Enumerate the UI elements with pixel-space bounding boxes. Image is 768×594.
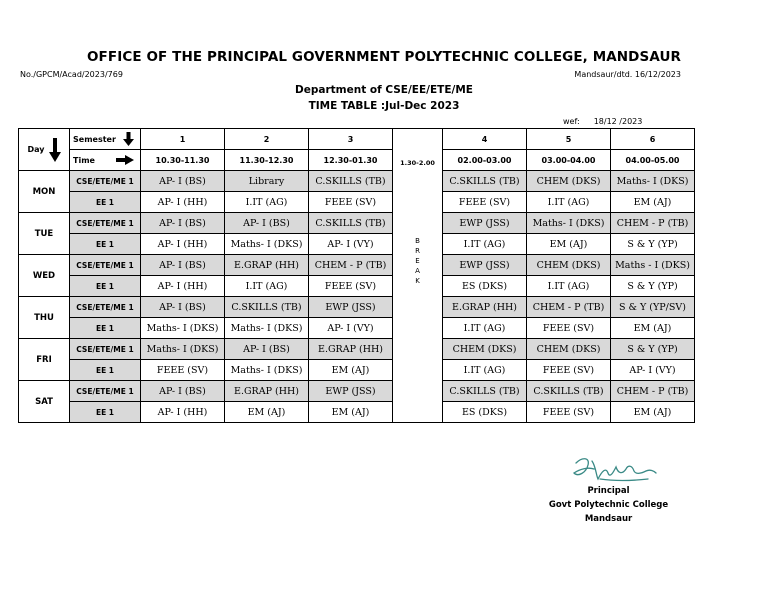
subject-cell: Maths- I (DKS) [225,234,309,255]
period-header: 5 [527,129,611,150]
issue-date: Mandsaur/dtd. 16/12/2023 [574,70,681,79]
signature-icon [570,453,660,485]
subject-cell: AP- I (BS) [141,297,225,318]
table-row [19,234,695,255]
department-title: Department of CSE/EE/ETE/ME [295,84,473,96]
time-slot: 02.00-03.00 [443,150,527,171]
subject-cell: Maths - I (DKS) [611,255,695,276]
semester-group: CSE/ETE/ME 1 [70,339,141,360]
subject-cell: E.GRAP (HH) [225,255,309,276]
subject-cell: E.GRAP (HH) [225,381,309,402]
time-header [70,150,141,171]
subject-cell: EM (AJ) [309,402,393,423]
subject-cell: FEEE (SV) [443,192,527,213]
arrow-right-icon [116,155,134,165]
table-row [19,402,695,423]
subject-cell: Maths- I (DKS) [141,318,225,339]
time-header-label: Time [73,155,95,165]
period-header: 1 [141,129,225,150]
semester-group: CSE/ETE/ME 1 [70,381,141,402]
table-row [19,381,695,402]
subject-cell: EM (AJ) [225,402,309,423]
subject-cell: C.SKILLS (TB) [443,381,527,402]
day-header [19,129,70,171]
table-row [19,171,695,192]
break-letter: E [415,257,420,265]
subject-cell: C.SKILLS (TB) [309,213,393,234]
subject-cell: Library [225,171,309,192]
subject-cell: AP- I (BS) [225,339,309,360]
subject-cell: CHEM - P (TB) [527,297,611,318]
table-row [19,297,695,318]
subject-cell: CHEM - P (TB) [309,255,393,276]
reference-number: No./GPCM/Acad/2023/769 [20,70,123,79]
subject-cell: EM (AJ) [309,360,393,381]
wef-date: 18/12 /2023 [593,117,643,126]
timetable [18,128,695,423]
semester-group: EE 1 [70,318,141,339]
wef-label: wef: [563,117,580,126]
subject-cell: FEEE (SV) [527,318,611,339]
subject-cell: Maths- I (DKS) [527,213,611,234]
semester-group: EE 1 [70,402,141,423]
subject-cell: EM (AJ) [611,318,695,339]
institution-city: Mandsaur [584,514,633,524]
period-header: 3 [309,129,393,150]
subject-cell: EWP (JSS) [443,255,527,276]
subject-cell: I.IT (AG) [443,234,527,255]
subject-cell: Maths- I (DKS) [225,360,309,381]
semester-group: EE 1 [70,234,141,255]
subject-cell: I.IT (AG) [225,192,309,213]
office-title: OFFICE OF THE PRINCIPAL GOVERNMENT POLYTECHNIC COLLEGE, MANDSAUR [86,49,682,65]
semester-group: EE 1 [70,192,141,213]
subject-cell: AP- I (VY) [309,318,393,339]
subject-cell: CHEM (DKS) [527,255,611,276]
subject-cell: AP- I (BS) [141,381,225,402]
subject-cell: Maths- I (DKS) [225,318,309,339]
wef-line [563,117,642,126]
semester-group: EE 1 [70,276,141,297]
day-label: THU [19,297,70,339]
subject-cell: FEEE (SV) [527,402,611,423]
day-label: FRI [19,339,70,381]
subject-cell: S & Y (YP/SV) [611,297,695,318]
subject-cell: I.IT (AG) [527,192,611,213]
subject-cell: AP- I (VY) [309,234,393,255]
day-label: WED [19,255,70,297]
subject-cell: EWP (JSS) [443,213,527,234]
institution-name: Govt Polytechnic College [548,500,669,510]
table-row [19,276,695,297]
time-slot: 12.30-01.30 [309,150,393,171]
period-header: 2 [225,129,309,150]
subject-cell: AP- I (HH) [141,192,225,213]
semester-header-label: Semester [73,134,116,144]
subject-cell: S & Y (YP) [611,234,695,255]
principal-designation: Principal [587,486,630,496]
subject-cell: FEEE (SV) [309,276,393,297]
period-header: 6 [611,129,695,150]
arrow-down-icon [49,138,61,162]
time-slot: 11.30-12.30 [225,150,309,171]
table-row [19,213,695,234]
subject-cell: EM (AJ) [527,234,611,255]
subject-cell: CHEM - P (TB) [611,381,695,402]
semester-group: CSE/ETE/ME 1 [70,213,141,234]
time-slot: 10.30-11.30 [141,150,225,171]
subject-cell: AP- I (BS) [141,255,225,276]
subject-cell: EM (AJ) [611,402,695,423]
table-row [19,360,695,381]
semester-group: CSE/ETE/ME 1 [70,255,141,276]
subject-cell: C.SKILLS (TB) [527,381,611,402]
subject-cell: C.SKILLS (TB) [309,171,393,192]
period-header: 4 [443,129,527,150]
semester-group: CSE/ETE/ME 1 [70,171,141,192]
subject-cell: AP- I (BS) [141,213,225,234]
subject-cell: CHEM (DKS) [443,339,527,360]
break-letter: A [415,267,420,275]
break-letter: B [415,237,420,245]
day-label: TUE [19,213,70,255]
semester-header [70,129,141,150]
timetable-title: TIME TABLE :Jul-Dec 2023 [308,100,460,112]
subject-cell: AP- I (BS) [141,171,225,192]
subject-cell: S & Y (YP) [611,339,695,360]
break-letters [393,236,442,286]
subject-cell: ES (DKS) [443,402,527,423]
subject-cell: C.SKILLS (TB) [443,171,527,192]
subject-cell: AP- I (HH) [141,234,225,255]
subject-cell: Maths- I (DKS) [141,339,225,360]
subject-cell: EM (AJ) [611,192,695,213]
semester-group: CSE/ETE/ME 1 [70,297,141,318]
subject-cell: Maths- I (DKS) [611,171,695,192]
subject-cell: E.GRAP (HH) [443,297,527,318]
subject-cell: FEEE (SV) [141,360,225,381]
subject-cell: AP- I (BS) [225,213,309,234]
subject-cell: S & Y (YP) [611,276,695,297]
subject-cell: C.SKILLS (TB) [225,297,309,318]
subject-cell: E.GRAP (HH) [309,339,393,360]
table-row [19,339,695,360]
break-letter: R [415,247,420,255]
day-header-label: Day [27,145,45,154]
table-row [19,255,695,276]
subject-cell: AP- I (HH) [141,276,225,297]
day-label: MON [19,171,70,213]
time-slot: 03.00-04.00 [527,150,611,171]
break-time: 1.30-2.00 [400,159,435,167]
subject-cell: FEEE (SV) [527,360,611,381]
subject-cell: I.IT (AG) [443,318,527,339]
table-row [19,192,695,213]
break-letter: K [415,277,420,285]
subject-cell: CHEM (DKS) [527,339,611,360]
subject-cell: ES (DKS) [443,276,527,297]
subject-cell: I.IT (AG) [527,276,611,297]
subject-cell: CHEM (DKS) [527,171,611,192]
day-label: SAT [19,381,70,423]
subject-cell: AP- I (VY) [611,360,695,381]
semester-group: EE 1 [70,360,141,381]
table-row [19,318,695,339]
time-slot: 04.00-05.00 [611,150,695,171]
subject-cell: I.IT (AG) [443,360,527,381]
subject-cell: CHEM - P (TB) [611,213,695,234]
subject-cell: EWP (JSS) [309,381,393,402]
subject-cell: EWP (JSS) [309,297,393,318]
break-column [393,129,443,423]
subject-cell: FEEE (SV) [309,192,393,213]
arrow-down-icon [123,132,134,146]
subject-cell: I.IT (AG) [225,276,309,297]
subject-cell: AP- I (HH) [141,402,225,423]
